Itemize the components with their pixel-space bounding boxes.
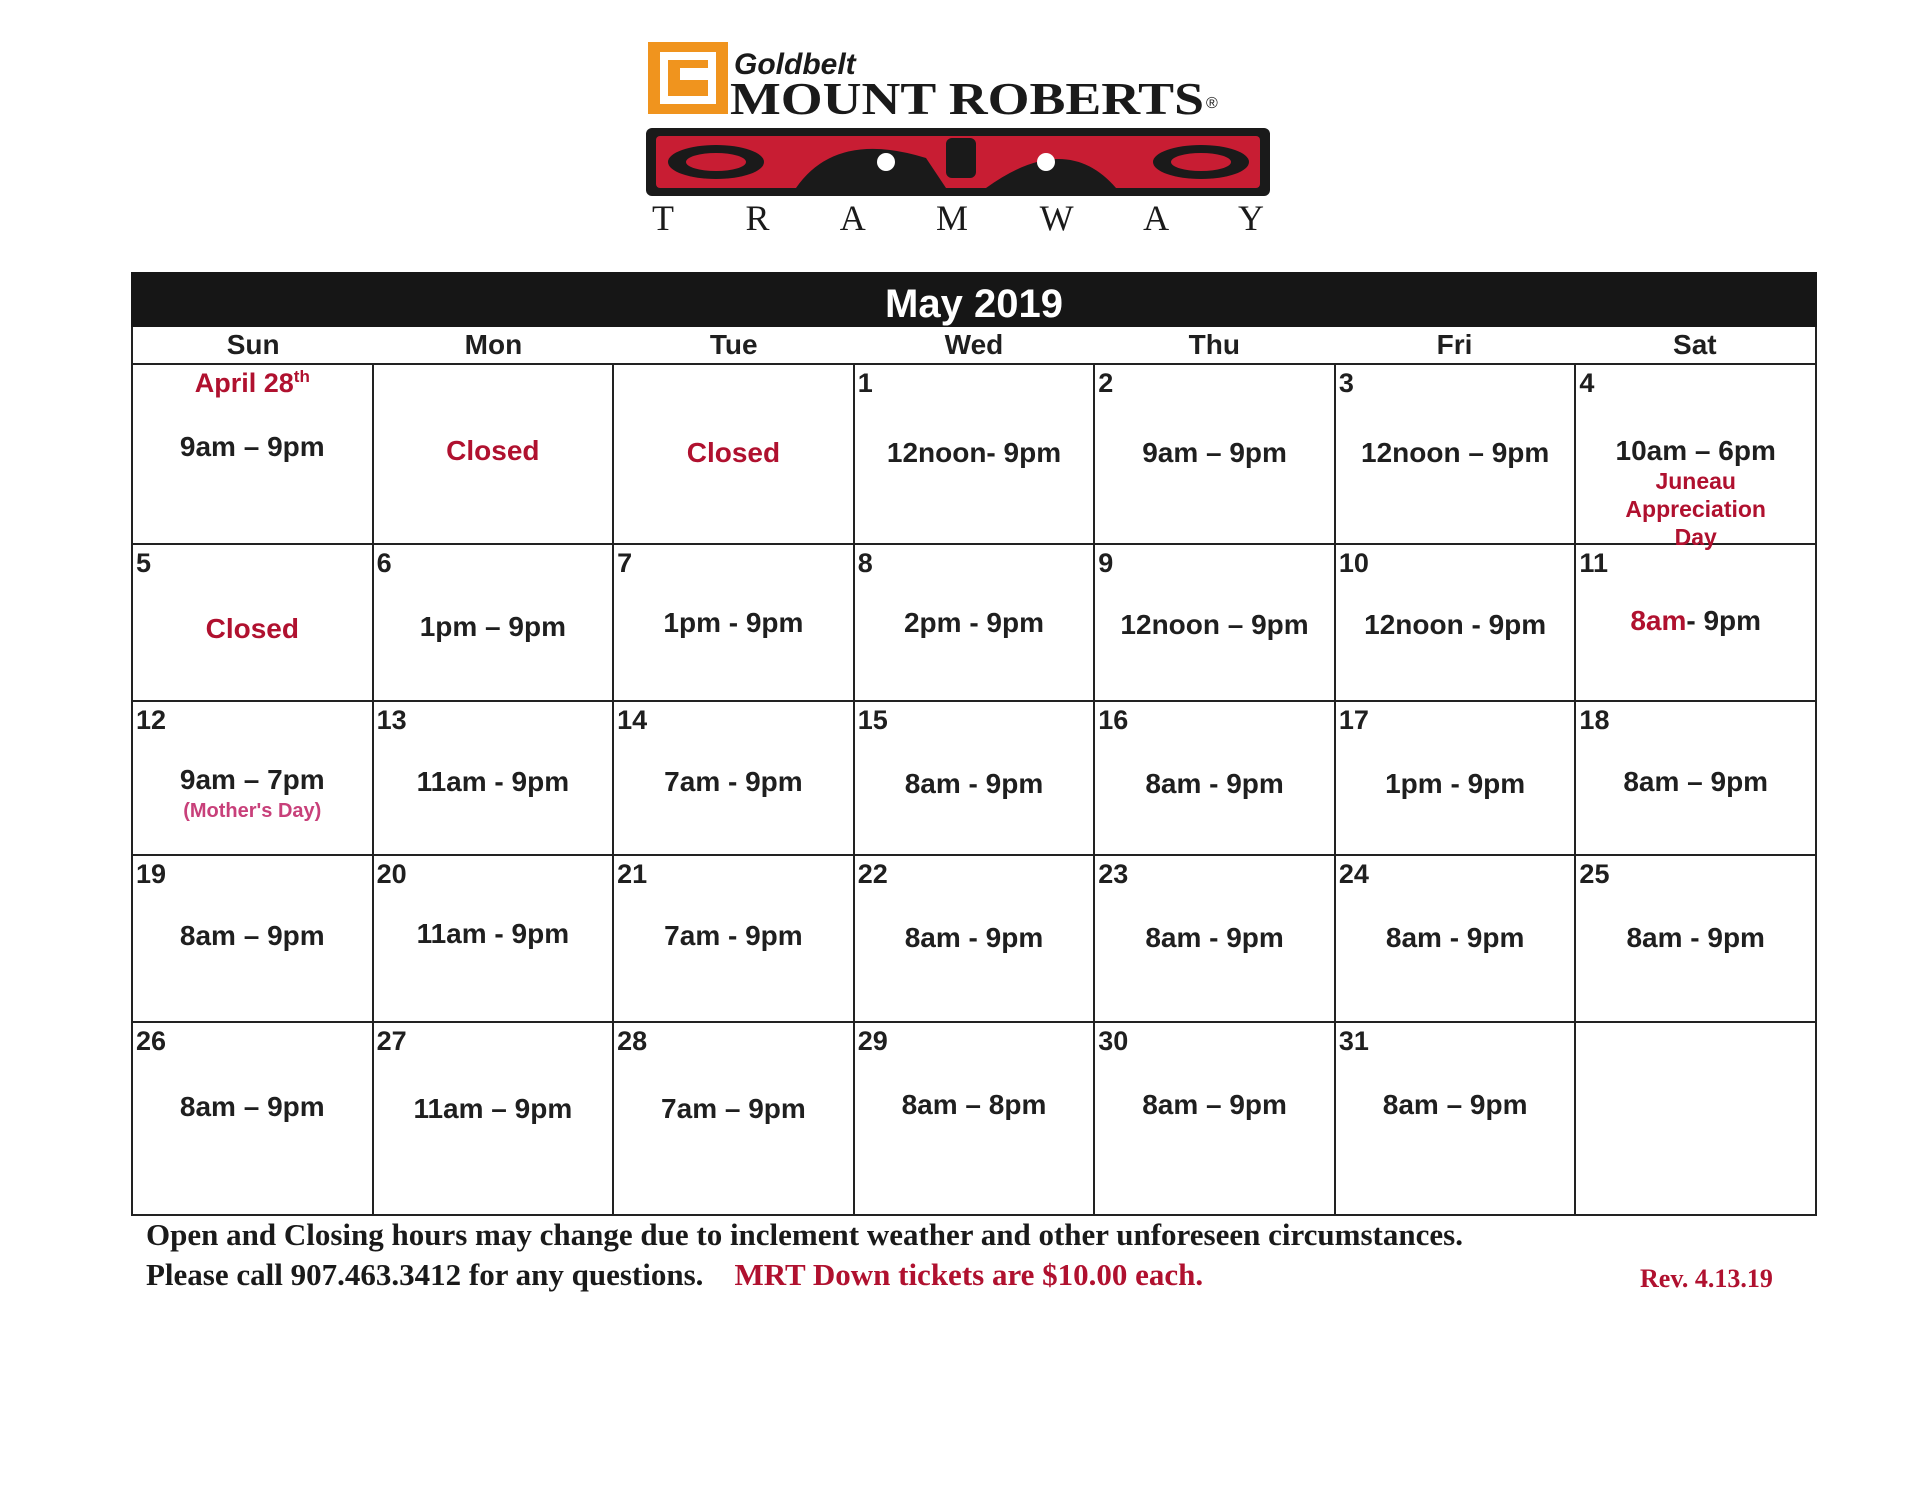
operating-hours	[1095, 1089, 1334, 1121]
calendar-day-cell	[1095, 1023, 1336, 1216]
hours-text: 7am - 9pm	[664, 920, 803, 951]
calendar-grid	[131, 363, 1817, 1216]
calendar-day-cell	[133, 856, 374, 1023]
day-number: 4	[1579, 368, 1595, 398]
day-number: 29	[857, 1026, 888, 1056]
weekday-sun: Sun	[226, 329, 280, 360]
calendar-day-cell	[1336, 856, 1577, 1023]
calendar-day-cell	[1576, 856, 1817, 1023]
calendar-day-cell	[374, 702, 615, 856]
day-number: 21	[617, 859, 648, 889]
hours-text: 8am - 9pm	[904, 922, 1044, 953]
calendar-day-cell	[374, 856, 615, 1023]
footer-notes	[146, 1215, 1806, 1295]
calendar-day-cell	[1336, 1023, 1577, 1216]
operating-hours	[614, 607, 853, 639]
operating-hours	[614, 766, 853, 798]
operating-hours	[133, 920, 372, 952]
day-number: 17	[1338, 705, 1369, 735]
operating-hours	[374, 1093, 613, 1125]
operating-hours	[855, 437, 1094, 469]
day-number: 30	[1098, 1026, 1129, 1056]
hours-text: 8am - 9pm	[1145, 922, 1284, 953]
weekday-mon: Mon	[464, 329, 523, 360]
calendar-day-cell	[614, 1023, 855, 1216]
day-number: 3	[1338, 368, 1354, 398]
revision-label: Rev. 4.13.19	[1640, 1264, 1773, 1293]
goldbelt-g-icon	[648, 42, 728, 114]
day-number: 22	[857, 859, 888, 889]
date-ordinal-suffix: th	[293, 367, 310, 386]
calendar-day-cell	[1336, 365, 1577, 545]
formline-art-band	[646, 128, 1270, 196]
operating-hours	[374, 766, 613, 798]
calendar-day-cell	[855, 545, 1096, 702]
calendar-day-cell	[374, 1023, 615, 1216]
calendar-day-cell	[1336, 702, 1577, 856]
day-number: 10	[1338, 548, 1369, 578]
day-number: 11	[1579, 548, 1608, 578]
calendar-day-cell	[614, 856, 855, 1023]
footer-phone-note: Please call 907.463.3412 for any questions.	[146, 1257, 704, 1292]
weekday-fri: Fri	[1436, 329, 1473, 360]
calendar-day-cell	[614, 545, 855, 702]
hours-text: Closed	[686, 437, 781, 468]
operating-hours	[1336, 768, 1575, 800]
calendar-day-cell	[1576, 365, 1817, 550]
operating-hours	[1336, 1089, 1575, 1121]
calendar-day-cell	[1095, 545, 1336, 702]
calendar-day-cell	[1576, 1023, 1817, 1216]
hours-text: 8am – 9pm	[179, 920, 325, 951]
calendar-day-cell	[133, 365, 374, 545]
calendar-day-cell	[855, 702, 1096, 856]
hours-text: 12noon - 9pm	[1364, 609, 1547, 640]
operating-hours	[1336, 922, 1575, 954]
operating-hours	[855, 1089, 1094, 1121]
hours-text: 8am – 8pm	[901, 1089, 1047, 1120]
weekday-wed: Wed	[944, 329, 1004, 360]
previous-month-date-text: April 28	[194, 368, 294, 398]
calendar-day-cell	[614, 365, 855, 545]
weekday-sat: Sat	[1673, 329, 1717, 360]
day-number: 8	[857, 548, 873, 578]
hours-text: 2pm - 9pm	[903, 607, 1044, 638]
day-number: 7	[617, 548, 633, 578]
day-number: 18	[1579, 705, 1610, 735]
hours-text: 9am – 9pm	[1142, 437, 1287, 468]
operating-hours	[133, 431, 372, 463]
hours-text: 1pm - 9pm	[1385, 768, 1526, 799]
calendar-day-cell	[133, 702, 374, 856]
operating-hours	[855, 607, 1094, 639]
operating-hours	[1576, 605, 1815, 637]
day-number: 13	[376, 705, 407, 735]
footer-line-2	[146, 1255, 1806, 1295]
weekday-thu: Thu	[1188, 329, 1240, 360]
hours-text: 9am – 9pm	[179, 431, 325, 462]
hours-text: 7am - 9pm	[664, 766, 803, 797]
day-number: 12	[136, 705, 167, 735]
weekday-tue: Tue	[709, 329, 758, 360]
hours-text: 8am - 9pm	[1626, 922, 1765, 953]
brand-text: Goldbelt	[734, 48, 856, 81]
day-number: 15	[857, 705, 888, 735]
hours-text: 8am – 9pm	[1142, 1089, 1287, 1120]
calendar-day-cell	[1095, 856, 1336, 1023]
calendar-day-cell	[855, 856, 1096, 1023]
hours-text: 12noon- 9pm	[886, 437, 1062, 468]
hours-text: 8am - 9pm	[904, 768, 1044, 799]
calendar-day-cell	[855, 365, 1096, 545]
operating-hours	[133, 1091, 372, 1123]
operating-hours	[1576, 435, 1815, 467]
calendar-day-cell	[1095, 702, 1336, 856]
hours-text: - 9pm	[1686, 605, 1762, 636]
operating-hours	[614, 1093, 853, 1125]
day-number: 2	[1098, 368, 1114, 398]
hours-text: 1pm – 9pm	[419, 611, 566, 642]
day-number: 25	[1579, 859, 1610, 889]
hours-text: 8am - 9pm	[1145, 768, 1284, 799]
day-number: 5	[136, 548, 152, 578]
footer-line-1: Open and Closing hours may change due to inclement weather and other unforeseen circumstances.	[146, 1217, 1463, 1252]
weekday-header	[131, 327, 1817, 363]
operating-hours	[1095, 437, 1334, 469]
day-number: 31	[1338, 1026, 1369, 1056]
calendar-day-cell	[1336, 545, 1577, 702]
holiday-note: (Mother's Day)	[183, 800, 322, 822]
day-number: 20	[376, 859, 407, 889]
operating-hours	[1576, 766, 1815, 798]
day-number: 16	[1098, 705, 1129, 735]
calendar-day-cell	[133, 545, 374, 702]
registered-mark: ®	[1206, 95, 1218, 112]
day-number: 24	[1338, 859, 1369, 889]
operating-hours	[374, 611, 613, 643]
hours-text: 8am - 9pm	[1385, 922, 1525, 953]
previous-month-date	[133, 367, 372, 399]
calendar-title: May 2019	[131, 272, 1817, 327]
calendar-day-cell	[374, 545, 615, 702]
day-number: 26	[136, 1026, 167, 1056]
calendar	[131, 272, 1817, 1216]
day-number: 23	[1098, 859, 1129, 889]
hours-text: 1pm - 9pm	[663, 607, 804, 638]
operating-hours	[1336, 437, 1575, 469]
operating-hours	[1095, 768, 1334, 800]
calendar-day-cell	[1576, 702, 1817, 856]
hours-text: 11am – 9pm	[413, 1093, 573, 1124]
hours-text: Closed	[205, 613, 299, 644]
day-number: 28	[617, 1026, 648, 1056]
operating-hours	[614, 920, 853, 952]
operating-hours	[855, 922, 1094, 954]
calendar-day-cell	[133, 1023, 374, 1216]
day-number: 6	[376, 548, 392, 578]
mount-roberts-tramway-logo	[646, 38, 1276, 234]
operating-hours	[1095, 922, 1334, 954]
hours-highlight: 8am	[1630, 605, 1687, 636]
hours-text: 7am – 9pm	[661, 1093, 806, 1124]
hours-text: Closed	[446, 435, 540, 466]
calendar-day-cell	[374, 365, 615, 545]
hours-text: 10am – 6pm	[1615, 435, 1776, 466]
calendar-day-cell	[1095, 365, 1336, 545]
operating-hours	[1095, 609, 1334, 641]
tramway-text: T R A M W A Y	[652, 198, 1264, 234]
operating-hours	[1576, 922, 1815, 954]
day-number: 19	[136, 859, 167, 889]
closed-label	[133, 613, 372, 645]
day-number: 9	[1098, 548, 1114, 578]
calendar-day-cell	[1576, 545, 1817, 702]
day-number: 14	[617, 705, 648, 735]
closed-label	[614, 437, 853, 469]
closed-label	[374, 435, 613, 467]
hours-text: 8am – 9pm	[1382, 1089, 1528, 1120]
hours-text: 8am – 9pm	[1623, 766, 1769, 797]
calendar-day-cell	[614, 702, 855, 856]
hours-text: 12noon – 9pm	[1361, 437, 1550, 468]
hours-text: 9am – 7pm	[179, 764, 325, 795]
hours-text: 8am – 9pm	[179, 1091, 325, 1122]
day-number: 27	[376, 1026, 407, 1056]
calendar-day-cell	[855, 1023, 1096, 1216]
event-note: Juneau Appreciation Day	[1625, 468, 1766, 550]
operating-hours	[1336, 609, 1575, 641]
operating-hours	[855, 768, 1094, 800]
operating-hours	[374, 918, 613, 950]
day-number: 1	[857, 368, 873, 398]
hours-text: 11am - 9pm	[416, 918, 570, 949]
brand-name: MOUNT ROBERTS	[730, 73, 1204, 124]
footer-ticket-note: MRT Down tickets are $10.00 each.	[734, 1257, 1204, 1292]
operating-hours	[133, 764, 372, 796]
hours-text: 11am - 9pm	[416, 766, 570, 797]
hours-text: 12noon – 9pm	[1120, 609, 1309, 640]
